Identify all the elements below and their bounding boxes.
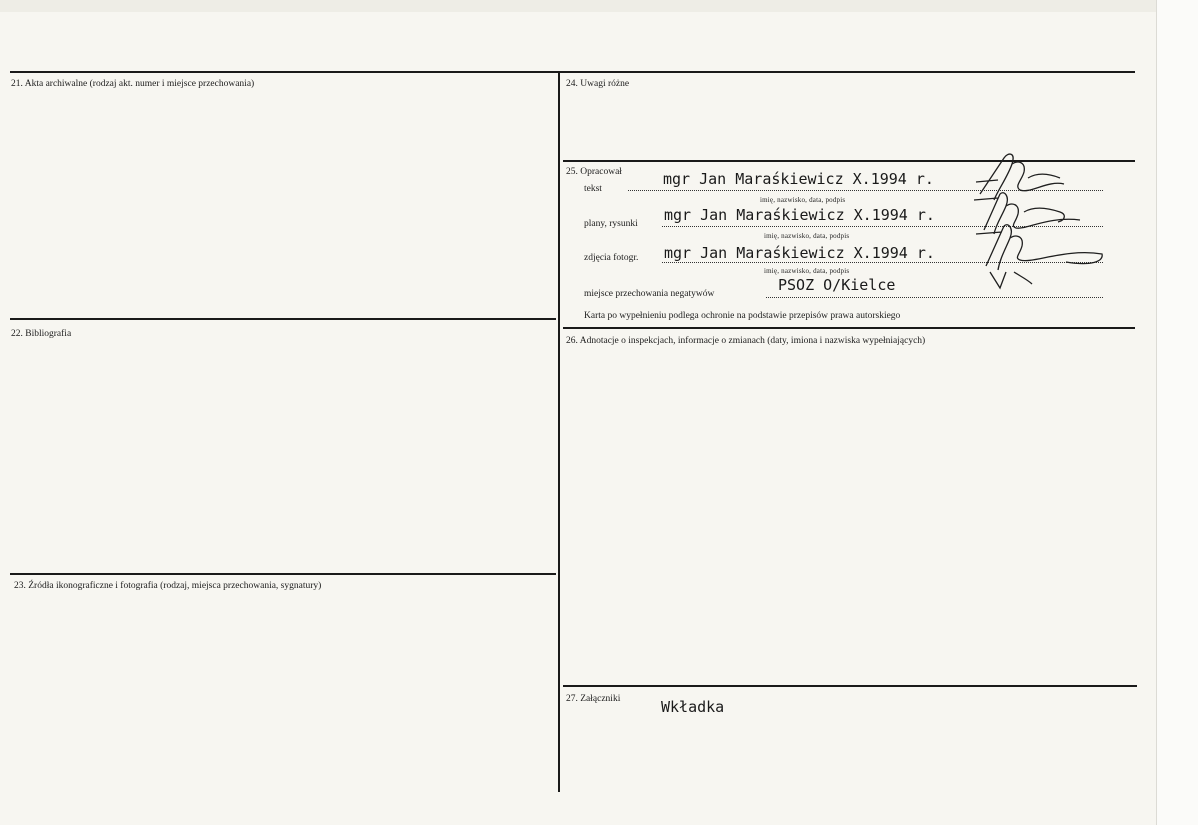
row-tekst-hint: imię, nazwisko, data, podpis [760, 196, 846, 204]
section-25-label: 25. Opracował [566, 167, 622, 177]
negatives-dotted-line [766, 297, 1103, 298]
negatives-value: PSOZ O/Kielce [778, 276, 896, 294]
page-edge [1156, 0, 1198, 825]
row-plany-value: mgr Jan Maraśkiewicz X.1994 r. [664, 206, 935, 224]
top-rule [10, 71, 1135, 73]
section-23-label: 23. Źródła ikonograficzne i fotografia (rodzaj, miejsca przechowania, sygnatury) [14, 581, 322, 591]
section-21-label: 21. Akta archiwalne (rodzaj akt. numer i miejsce przechowania) [11, 79, 255, 89]
section-22-label: 22. Bibliografia [11, 329, 72, 339]
rule-left-22-23 [10, 573, 556, 575]
section-27-label: 27. Załączniki [566, 694, 621, 704]
row-zdjecia-label: zdjęcia fotogr. [584, 253, 639, 263]
section-27-value: Wkładka [661, 698, 725, 716]
copyright-note: Karta po wypełnieniu podlega ochronie na podstawie przepisów prawa autorskiego [584, 311, 901, 321]
row-plany-hint: imię, nazwisko, data, podpis [764, 232, 850, 240]
row-tekst-label: tekst [584, 184, 602, 194]
row-zdjecia-value: mgr Jan Maraśkiewicz X.1994 r. [664, 244, 935, 262]
section-24-label: 24. Uwagi różne [566, 79, 630, 89]
section-26-label: 26. Adnotacje o inspekcjach, informacje o zmianach (daty, imiona i nazwiska wypełniających) [566, 336, 926, 346]
rule-left-21-22 [10, 318, 556, 320]
row-zdjecia-hint: imię, nazwisko, data, podpis [764, 267, 850, 275]
row-plany-label: plany, rysunki [584, 219, 638, 229]
rule-right-25-26 [563, 327, 1135, 329]
negatives-label: miejsce przechowania negatywów [584, 289, 715, 299]
rule-right-26-27 [563, 685, 1137, 687]
signature-zdjecia [970, 222, 1110, 292]
top-margin [0, 0, 1156, 12]
center-divider [558, 72, 560, 792]
row-tekst-value: mgr Jan Maraśkiewicz X.1994 r. [663, 170, 934, 188]
